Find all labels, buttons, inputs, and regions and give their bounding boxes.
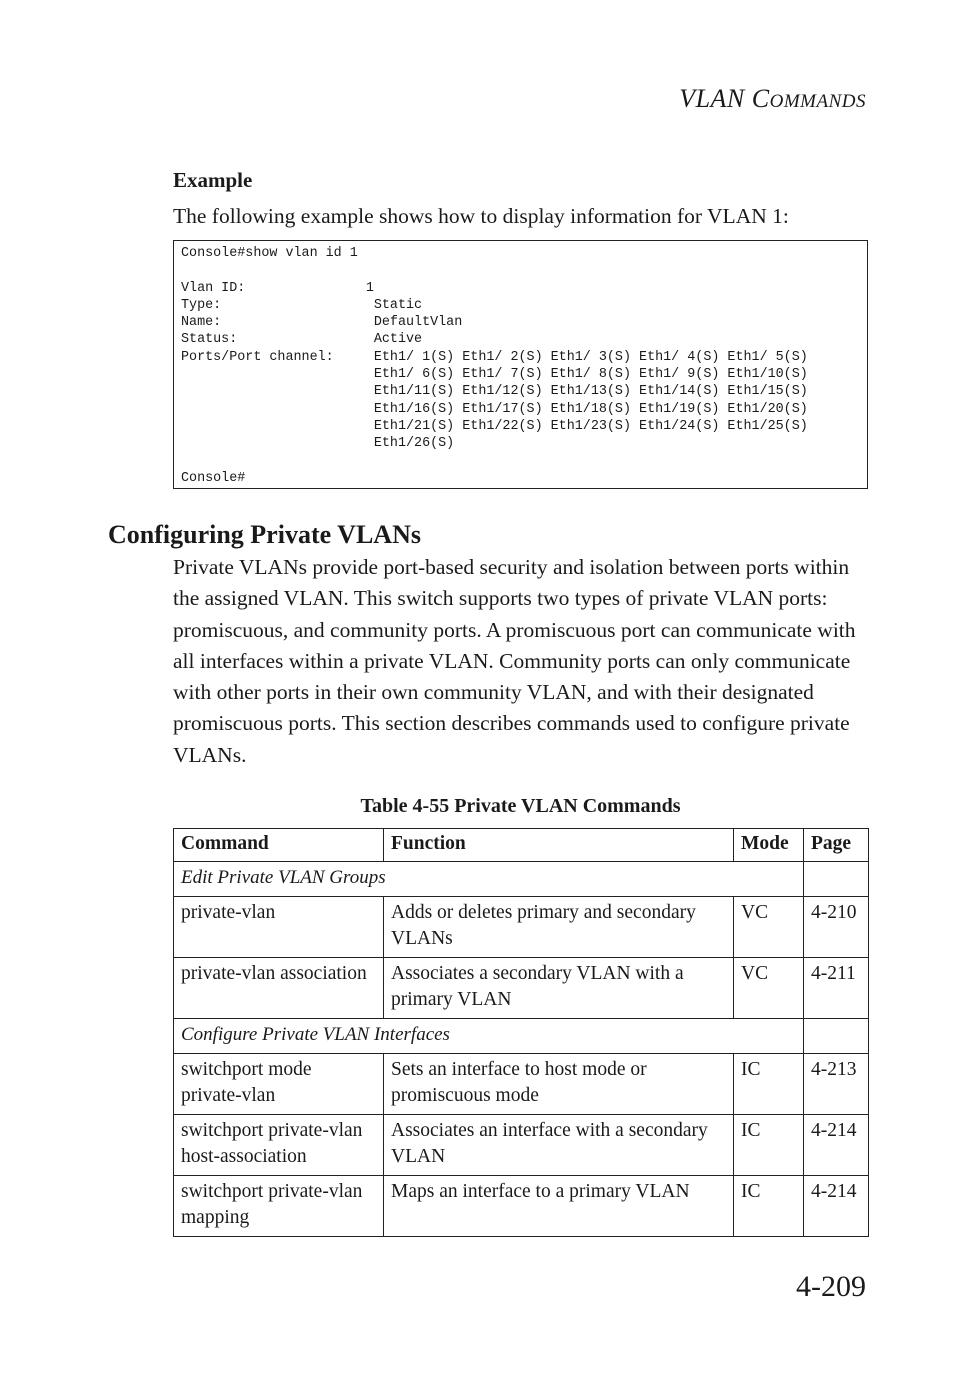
cell-function: Associates a secondary VLAN with a primary VLAN [384, 958, 734, 1019]
cell-mode: VC [734, 897, 804, 958]
group-title: Edit Private VLAN Groups [174, 862, 804, 897]
cell-command: switchport private-vlan mapping [174, 1176, 384, 1237]
section-paragraph: Private VLANs provide port-based security and isolation between ports within the assigned VLAN. This switch supports two types of private VLAN ports: promiscuous, and community ports. A promiscuous port can communicate with all interfaces within a private VLAN. Community ports can only communicate with other ports in their own community VLAN, and with their designated promiscuous ports. This section describes commands used to configure private VLANs. [173, 555, 856, 767]
group-title: Configure Private VLAN Interfaces [174, 1019, 804, 1054]
header-mode: Mode [734, 829, 804, 862]
example-intro: The following example shows how to display information for VLAN 1: [173, 204, 789, 228]
table-caption: Table 4-55 Private VLAN Commands [360, 795, 681, 817]
cell-function: Associates an interface with a secondary VLAN [384, 1115, 734, 1176]
example-label: Example [173, 168, 253, 192]
section-body [173, 552, 863, 771]
section-title: Configuring Private VLANs [108, 520, 421, 549]
cell-page: 4-213 [804, 1054, 869, 1115]
page-number: 4-209 [796, 1270, 866, 1303]
table-row [174, 1176, 869, 1237]
cell-mode: IC [734, 1176, 804, 1237]
cell-function: Sets an interface to host mode or promiscuous mode [384, 1054, 734, 1115]
header-page: Page [804, 829, 869, 862]
table-row [174, 1054, 869, 1115]
group-empty-cell [804, 862, 869, 897]
table-header-row [174, 829, 869, 862]
cell-mode: IC [734, 1054, 804, 1115]
cell-page: 4-210 [804, 897, 869, 958]
running-header [679, 84, 866, 114]
table-row [174, 1115, 869, 1176]
cell-function: Adds or deletes primary and secondary VLANs [384, 897, 734, 958]
cell-command: switchport private-vlan host-association [174, 1115, 384, 1176]
cell-mode: IC [734, 1115, 804, 1176]
table-row [174, 897, 869, 958]
cell-mode: VC [734, 958, 804, 1019]
table-row [174, 958, 869, 1019]
group-row [174, 862, 869, 897]
group-row [174, 1019, 869, 1054]
header-command: Command [174, 829, 384, 862]
header-title-small: OMMANDS [769, 91, 866, 112]
cell-command: switchport mode private-vlan [174, 1054, 384, 1115]
header-function: Function [384, 829, 734, 862]
cell-command: private-vlan [174, 897, 384, 958]
cell-page: 4-211 [804, 958, 869, 1019]
group-empty-cell [804, 1019, 869, 1054]
cell-command: private-vlan association [174, 958, 384, 1019]
cell-function: Maps an interface to a primary VLAN [384, 1176, 734, 1237]
cell-page: 4-214 [804, 1176, 869, 1237]
private-vlan-commands-table [173, 828, 869, 1237]
console-output: Console#show vlan id 1 Vlan ID: 1 Type: Static Name: DefaultVlan Status: Active Ports/Port channel: Eth1/ 1(S) Eth1/ 2(S) Eth1/ 3(S) Eth1/ 4(S) Eth1/ 5(S) Eth1/ 6(S) Eth1/ 7(S) Eth1/ 8(S) Eth1/ 9(S) Eth1/10(S) Eth1/11(S) Eth1/12(S) Eth1/13(S) Eth1/14(S) Eth1/15(S) Eth1/16(S) Eth1/17(S) Eth1/18(S) Eth1/19(S) Eth1/20(S) Eth1/21(S) Eth1/22(S) Eth1/23(S) Eth1/24(S) Eth1/25(S) Eth1/26(S) Console# [173, 240, 868, 489]
cell-page: 4-214 [804, 1115, 869, 1176]
header-title-big: VLAN C [679, 84, 770, 113]
